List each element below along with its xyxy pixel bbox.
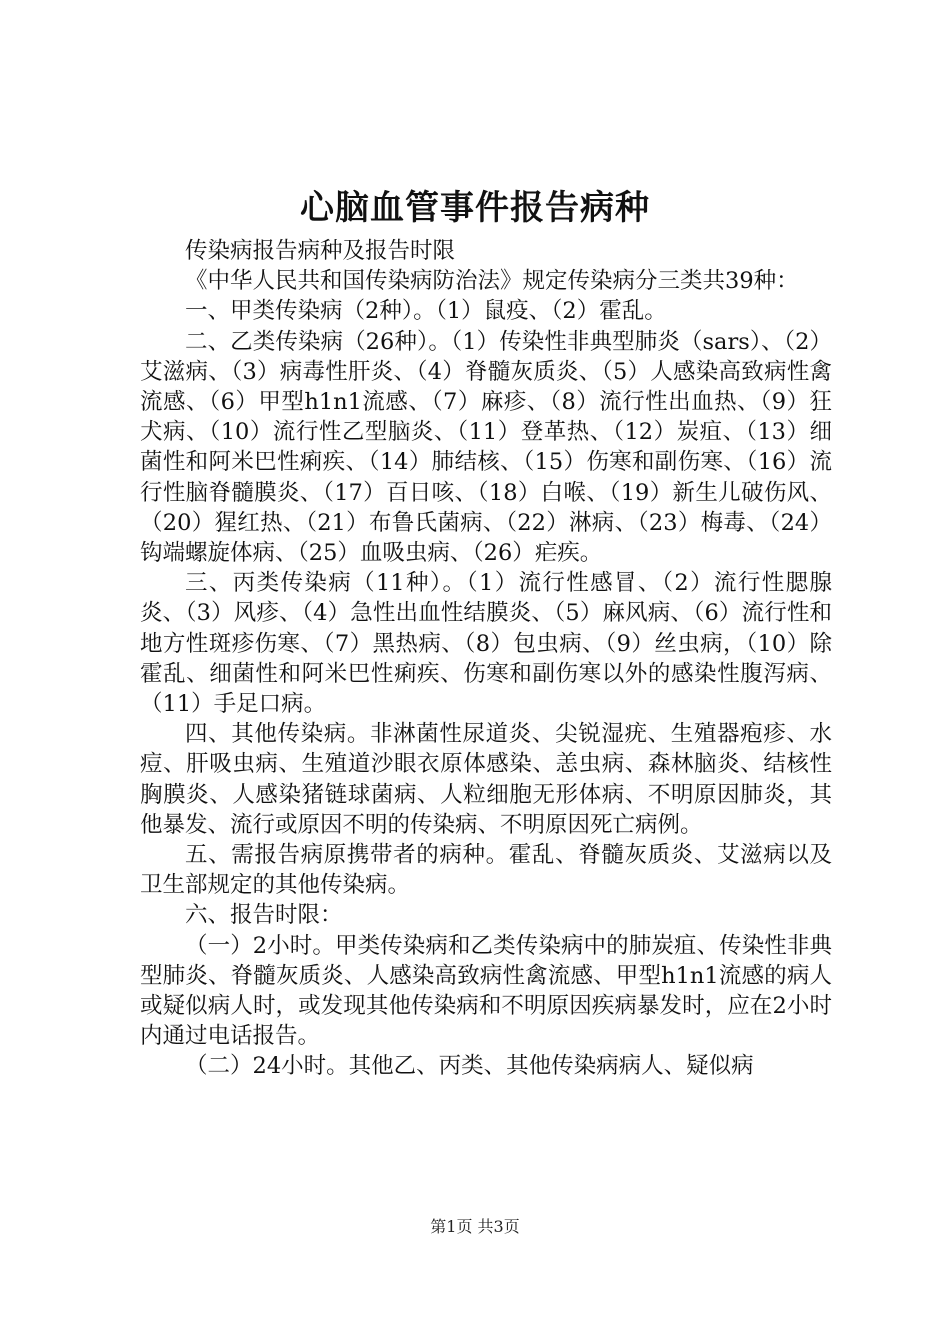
paragraph-report-deadline-heading: 六、报告时限： <box>185 902 343 929</box>
document-body <box>140 236 832 1082</box>
document-title: 心脑血管事件报告病种 <box>300 188 650 228</box>
paragraph-class-a: 一、甲类传染病（2种）。（1）鼠疫、（2）霍乱。 <box>185 298 667 325</box>
page-footer: 第1页 共3页 <box>430 1217 520 1236</box>
paragraph-other-diseases: 四、其他传染病。非淋菌性尿道炎、尖锐湿疣、生殖器疱疹、水痘、肝吸虫病、生殖道沙眼衣原体感染、恙虫病、森林脑炎、结核性胸膜炎、人感染猪链球菌病、人粒细胞无形体病、不明原因肺炎，其他暴发、流行或原因不明的传染病、不明原因死亡病例。 <box>140 721 832 838</box>
paragraph-class-b: 二、乙类传染病（26种）。（1）传染性非典型肺炎（sars）、（2）艾滋病、（3）病毒性肝炎、（4）脊髓灰质炎、（5）人感染高致病性禽流感、（6）甲型h1n1流感、（7）麻疹、（8）流行性出血热、（9）狂犬病、（10）流行性乙型脑炎、（11）登革热、（12）炭疽、（13）细菌性和阿米巴性痢疾、（14）肺结核、（15）伤寒和副伤寒、（16）流行性脑脊髓膜炎、（17）百日咳、（18）白喉、（19）新生儿破伤风、（20）猩红热、（21）布鲁氏菌病、（22）淋病、（23）梅毒、（24）钩端螺旋体病、（25）血吸虫病、（26）疟疾。 <box>140 328 832 567</box>
paragraph-twenty-four-hours: （二）24小时。其他乙、丙类、其他传染病病人、疑似病 <box>185 1053 754 1080</box>
paragraph-two-hours: （一）2小时。甲类传染病和乙类传染病中的肺炭疽、传染性非典型肺炎、脊髓灰质炎、人感染高致病性禽流感、甲型h1n1流感的病人或疑似病人时，或发现其他传染病和不明原因疾病暴发时，应在2小时内通过电话报告。 <box>140 932 832 1050</box>
paragraph-law-intro: 《中华人民共和国传染病防治法》规定传染病分三类共39种： <box>185 268 799 295</box>
paragraph-class-c: 三、丙类传染病（11种）。（1）流行性感冒、（2）流行性腮腺炎、（3）风疹、（4）急性出血性结膜炎、（5）麻风病、（6）流行性和地方性斑疹伤寒、（7）黑热病、（8）包虫病、（9）丝虫病，（10）除霍乱、细菌性和阿米巴性痢疾、伤寒和副伤寒以外的感染性腹泻病、（11）手足口病。 <box>140 570 832 718</box>
paragraph-subtitle: 传染病报告病种及报告时限 <box>185 238 456 264</box>
paragraph-pathogen-carriers: 五、需报告病原携带者的病种。霍乱、脊髓灰质炎、艾滋病以及卫生部规定的其他传染病。 <box>140 842 832 899</box>
